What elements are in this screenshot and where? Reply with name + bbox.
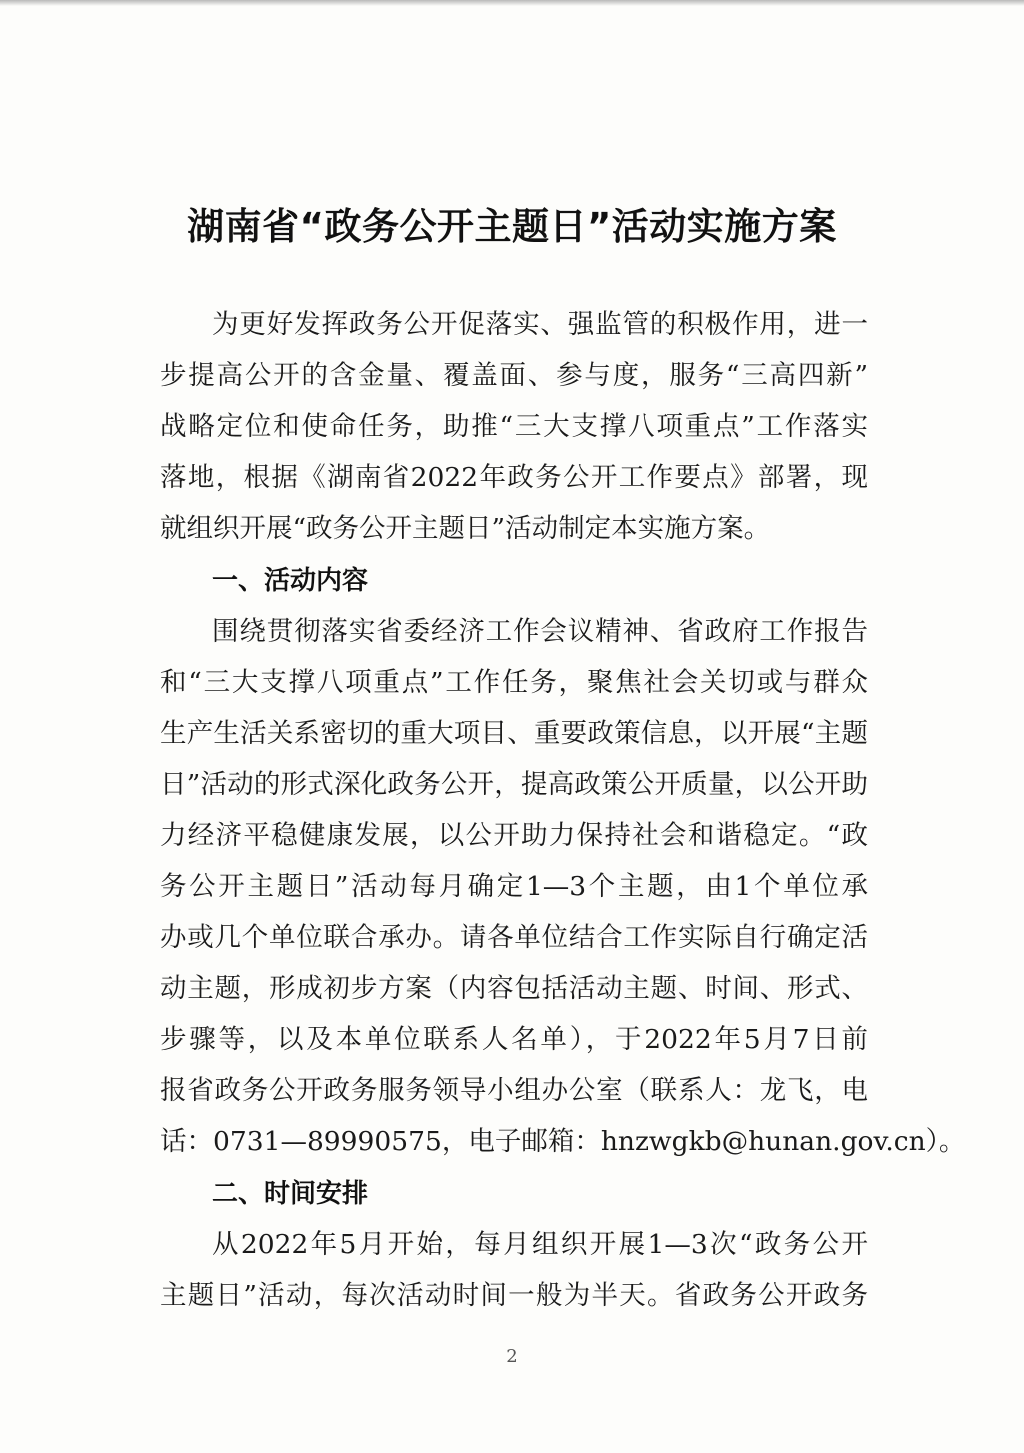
scan-edge-shadow xyxy=(0,0,1024,6)
intro-line-2: 步提高公开的含金量、覆盖面、参与度，服务“三高四新” xyxy=(160,360,868,391)
intro-line-1: 为更好发挥政务公开促落实、强监管的积极作用，进一 xyxy=(212,309,868,340)
section1-line-10: 报省政务公开政务服务领导小组办公室（联系人：龙飞，电 xyxy=(160,1075,868,1106)
document-title: 湖南省“政务公开主题日”活动实施方案 xyxy=(187,205,837,248)
intro-line-5: 就组织开展“政务公开主题日”活动制定本实施方案。 xyxy=(160,513,771,544)
section1-line-9: 步骤等，以及本单位联系人名单），于2022年5月7日前 xyxy=(160,1024,868,1055)
section-heading-schedule: 二、时间安排 xyxy=(212,1179,369,1209)
section1-line-4: 日”活动的形式深化政务公开，提高政策公开质量，以公开助 xyxy=(160,769,868,800)
section1-line-3: 生产生活关系密切的重大项目、重要政策信息，以开展“主题 xyxy=(160,718,868,749)
section1-line-1: 围绕贯彻落实省委经济工作会议精神、省政府工作报告 xyxy=(212,616,868,647)
section1-line-8: 动主题，形成初步方案（内容包括活动主题、时间、形式、 xyxy=(160,973,868,1004)
section1-line-6: 务公开主题日”活动每月确定1—3个主题，由1个单位承 xyxy=(160,871,868,902)
section-heading-activity-content: 一、活动内容 xyxy=(212,566,369,596)
section1-line-2: 和“三大支撑八项重点”工作任务，聚焦社会关切或与群众 xyxy=(160,667,868,698)
section2-line-1: 从2022年5月开始，每月组织开展1—3次“政务公开 xyxy=(212,1229,868,1260)
intro-line-4: 落地，根据《湖南省2022年政务公开工作要点》部署，现 xyxy=(160,462,868,493)
section1-line-7: 办或几个单位联合承办。请各单位结合工作实际自行确定活 xyxy=(160,922,868,953)
page-number: 2 xyxy=(506,1346,518,1367)
section1-line-5: 力经济平稳健康发展，以公开助力保持社会和谐稳定。“政 xyxy=(160,820,868,851)
section1-line-11: 话：0731—89990575，电子邮箱：hnzwgkb@hunan.gov.cn）。 xyxy=(160,1126,966,1157)
intro-line-3: 战略定位和使命任务，助推“三大支撑八项重点”工作落实 xyxy=(160,411,868,442)
section2-line-2: 主题日”活动，每次活动时间一般为半天。省政务公开政务 xyxy=(160,1280,868,1311)
